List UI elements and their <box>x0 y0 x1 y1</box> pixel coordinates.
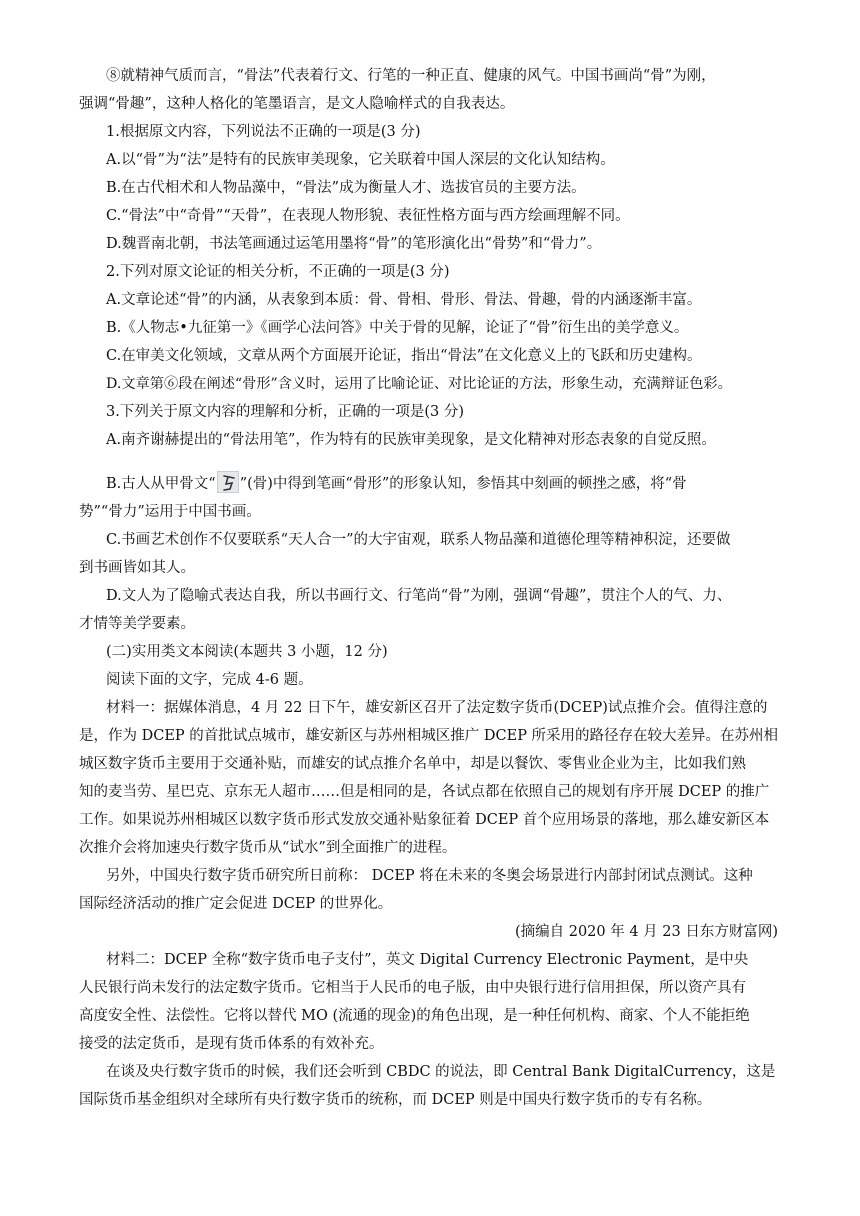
material-1-line-2: 是，作为 DCEP 的首批试点城市，雄安新区与苏州相城区推广 DCEP 所采用的路径存在较大差异。在苏州相 <box>79 728 779 744</box>
section-2-heading: (二)实用类文本阅读(本题共 3 小题，12 分) <box>106 644 388 660</box>
question-3-option-d-line-1: D.文人为了隐喻式表达自我，所以书画行文、行笔尚“骨”为刚，强调“骨趣”，贯注个人的气、力、 <box>106 588 732 604</box>
material-2-line-1: 材料二：DCEP 全称“数字货币电子支付”，英文 Digital Currency Electronic Payment，是中央 <box>106 952 749 968</box>
material-1-line-5: 工作。如果说苏州相城区以数字货币形式发放交通补贴象征着 DCEP 首个应用场景的落地，那么雄安新区本 <box>79 812 770 828</box>
option-b-text-after-glyph: ”(骨)中得到笔画“骨形”的形象认知，参悟其中刻画的顿挫之感，将“骨 <box>239 476 687 492</box>
material-1-line-4: 知的麦当劳、星巴克、京东无人超市……但是相同的是，各试点都在依照自己的规划有序开展 DCEP 的推广 <box>79 784 770 800</box>
paragraph-8-line-2: 强调“骨趣”，这种人格化的笔墨语言，是文人隐喻样式的自我表达。 <box>79 96 515 112</box>
question-1-option-a: A.以“骨”为“法”是特有的民族审美现象，它关联着中国人深层的文化认知结构。 <box>106 152 615 168</box>
material-1-line-1: 材料一：据媒体消息，4 月 22 日下午，雄安新区召开了法定数字货币(DCEP)试点推介会。值得注意的 <box>106 700 768 716</box>
material-1-line-6: 次推介会将加速央行数字货币从“试水”到全面推广的进程。 <box>79 840 457 856</box>
option-b-text-before-glyph: B.古人从甲骨文“ <box>106 476 216 492</box>
question-2-option-a: A.文章论述“骨”的内涵，从表象到本质：骨、骨相、骨形、骨法、骨趣，骨的内涵逐渐丰富。 <box>106 292 702 308</box>
material-2-line-2: 人民银行尚未发行的法定数字货币。它相当于人民币的电子版，由中央银行进行信用担保，所以资产具有 <box>79 980 746 996</box>
material-1-line-7: 另外，中国央行数字货币研究所日前称： DCEP 将在未来的冬奥会场景进行内部封闭试点测试。这种 <box>106 868 753 884</box>
question-1-stem: 1.根据原文内容，下列说法不正确的一项是(3 分) <box>106 124 421 140</box>
question-2-option-d: D.文章第⑥段在阐述“骨形”含义时，运用了比喻论证、对比论证的方法，形象生动，充满辩证色彩。 <box>106 376 732 392</box>
material-1-line-8: 国际经济活动的推广定会促进 DCEP 的世界化。 <box>79 896 393 912</box>
question-3-option-c-line-2: 到书画皆如其人。 <box>79 560 195 576</box>
material-1-line-3: 城区数字货币主要用于交通补贴，而雄安的试点推介名单中，却是以餐饮、零售业企业为主，比如我们熟 <box>79 756 746 772</box>
question-3-option-a: A.南齐谢赫提出的“骨法用笔”，作为特有的民族审美现象，是文化精神对形态表象的自觉反照。 <box>106 432 716 448</box>
question-1-option-b: B.在古代相术和人物品藻中，“骨法”成为衡量人才、选拔官员的主要方法。 <box>106 180 586 196</box>
question-2-option-b: B.《人物志•九征第一》《画学心法问答》中关于骨的见解，论证了“骨”衍生出的美学意义。 <box>106 320 689 336</box>
question-3-option-d-line-2: 才情等美学要素。 <box>79 616 195 632</box>
question-1-option-c: C.“骨法”中“奇骨”“天骨”，在表现人物形貌、表征性格方面与西方绘画理解不同。 <box>106 208 630 224</box>
oracle-bone-glyph-image <box>217 471 239 493</box>
material-2-line-4: 接受的法定货币，是现有货币体系的有效补充。 <box>79 1036 384 1052</box>
paragraph-8-line-1: ⑧就精神气质而言，“骨法”代表着行文、行笔的一种正直、健康的风气。中国书画尚“骨”为刚， <box>106 68 716 84</box>
material-2-line-3: 高度安全性、法偿性。它将以替代 MO (流通的现金)的角色出现，是一种任何机构、商家、个人不能拒绝 <box>79 1008 750 1024</box>
reading-instruction: 阅读下面的文字，完成 4-6 题。 <box>106 672 313 688</box>
question-1-option-d: D.魏晋南北朝，书法笔画通过运笔用墨将“骨”的笔形演化出“骨势”和“骨力”。 <box>106 236 602 252</box>
question-2-option-c: C.在审美文化领域，文章从两个方面展开论证，指出“骨法”在文化意义上的飞跃和历史建构。 <box>106 348 702 364</box>
material-2-line-6: 国际货币基金组织对全球所有央行数字货币的统称，而 DCEP 则是中国央行数字货币的专有名称。 <box>79 1092 712 1108</box>
question-3-stem: 3.下列关于原文内容的理解和分析，正确的一项是(3 分) <box>106 404 464 420</box>
question-3-option-c-line-1: C.书画艺术创作不仅要联系“天人合一”的大宇宙观，联系人物品藻和道德伦理等精神积淀，还要做 <box>106 532 731 548</box>
material-2-line-5: 在谈及央行数字货币的时候，我们还会听到 CBDC 的说法，即 Central Bank DigitalCurrency，这是 <box>106 1064 776 1080</box>
question-3-option-b-line-1 <box>106 472 687 496</box>
question-2-stem: 2.下列对原文论证的相关分析，不正确的一项是(3 分) <box>106 264 450 280</box>
question-3-option-b-line-2: 势”“骨力”运用于中国书画。 <box>79 504 261 520</box>
material-1-source: (摘编自 2020 年 4 月 23 日东方财富网) <box>514 924 778 940</box>
